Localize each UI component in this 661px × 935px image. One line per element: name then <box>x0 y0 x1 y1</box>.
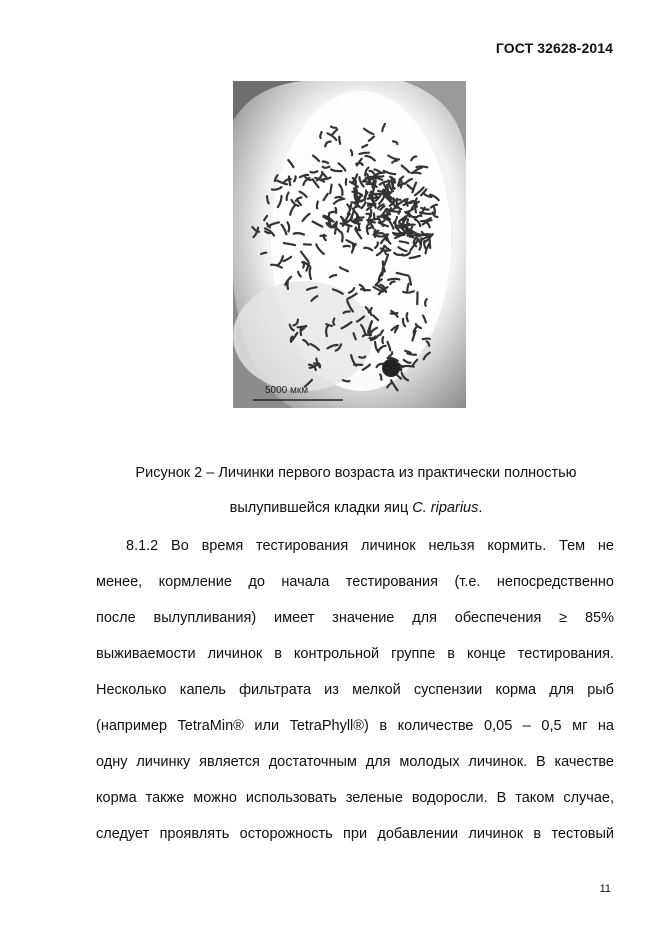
larva-mark <box>310 268 311 279</box>
paragraph-line: 8.1.2 Во время тестирования личинок нельзя кормить. Тем не <box>126 538 614 554</box>
paragraph-line: следует проявлять осторожность при добавлении личинок в тестовый <box>96 826 614 842</box>
larva-mark <box>330 185 331 194</box>
larva-mark <box>382 268 383 275</box>
larva-mark <box>380 375 381 380</box>
larva-mark <box>407 313 408 321</box>
larva-mark <box>434 208 435 214</box>
paragraph-line: корма также можно использовать зеленые водоросли. В таком случае, <box>96 790 614 806</box>
paragraph-line: выживаемости личинок в контрольной группе в конце тестирования. <box>96 646 614 662</box>
larva-mark <box>289 177 290 186</box>
larva-mark <box>344 246 350 247</box>
larva-mark <box>339 137 340 144</box>
larva-mark <box>317 201 318 208</box>
larva-mark <box>359 357 365 358</box>
larva-mark <box>375 176 383 177</box>
body-paragraph <box>96 536 614 860</box>
larva-mark <box>376 236 386 237</box>
larva-mark <box>374 230 375 237</box>
larva-mark <box>388 279 399 280</box>
larvae-micrograph <box>233 81 466 408</box>
larva-mark <box>393 233 400 234</box>
larva-mark <box>368 204 376 205</box>
larva-mark <box>374 213 375 219</box>
larva-mark <box>353 243 354 250</box>
larva-mark <box>423 339 430 340</box>
larva-mark <box>416 198 417 206</box>
larva-mark <box>331 127 336 128</box>
scale-bar-label: 5000 мкм <box>265 385 309 396</box>
larva-mark <box>361 289 370 290</box>
larva-mark <box>417 166 428 167</box>
larva-mark <box>333 319 334 325</box>
page-number: 11 <box>599 883 611 895</box>
larva-mark <box>331 211 336 212</box>
paragraph-line: после вылупливания) имеет значение для обеспечения ≥ 85% <box>96 610 614 626</box>
larva-mark <box>402 219 403 229</box>
larva-mark <box>323 167 330 168</box>
larva-mark <box>368 198 376 199</box>
larva-mark <box>287 282 288 289</box>
larva-mark <box>391 313 398 314</box>
figure-caption-line-1: Рисунок 2 – Личинки первого возраста из практически полностью <box>135 465 577 481</box>
paragraph-line: одну личинку является достаточным для молодых личинок. В качестве <box>96 754 614 770</box>
larva-mark <box>403 366 413 367</box>
document-header: ГОСТ 32628-2014 <box>495 40 613 56</box>
paragraph-line: Несколько капель фильтрата из мелкой суспензии корма для рыб <box>96 682 614 698</box>
figure-photo <box>233 81 466 408</box>
larva-mark <box>412 173 421 174</box>
species-name: C. riparius <box>412 500 479 516</box>
larva-mark <box>387 185 388 194</box>
larva-mark <box>360 153 369 154</box>
larva-mark <box>367 226 368 234</box>
paragraph-line: (например TetraMin® или TetraPhyll®) в количестве 0,05 – 0,5 мг на <box>96 718 614 734</box>
larva-mark <box>311 171 318 172</box>
larva-mark <box>382 337 383 343</box>
figure-caption-line-2: вылупившейся кладки яиц C. riparius. <box>229 500 483 516</box>
paragraph-line: менее, кормление до начала тестирования (т.е. непосредственно <box>96 574 614 590</box>
larva-mark <box>336 208 337 213</box>
